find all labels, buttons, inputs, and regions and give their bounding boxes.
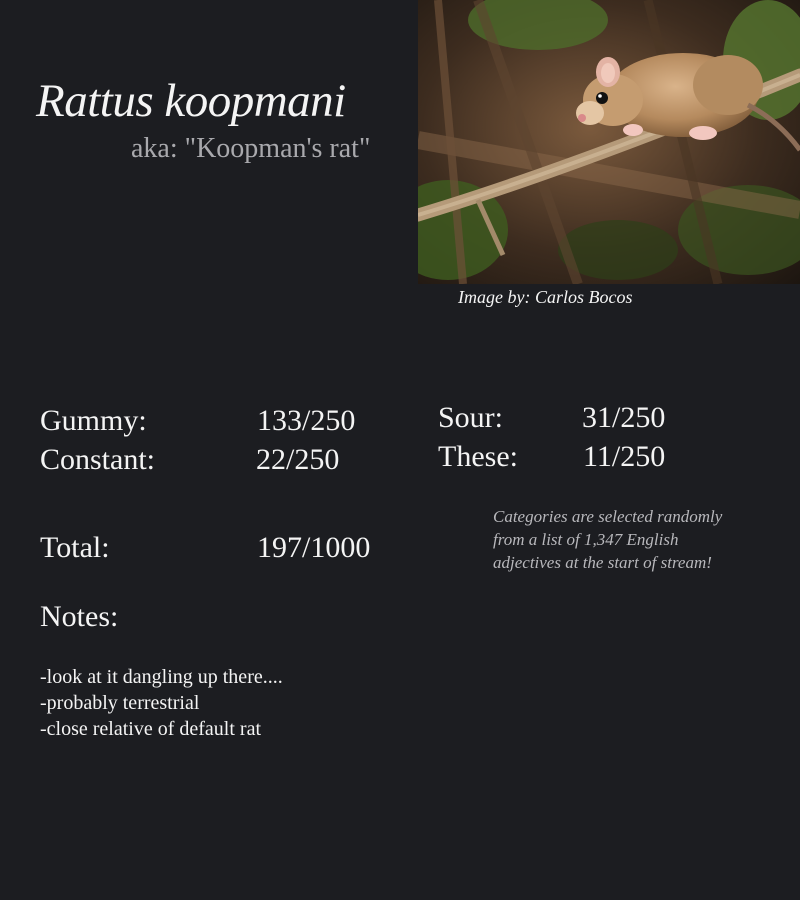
score-label-gummy: Gummy: <box>40 404 147 437</box>
total-label: Total: <box>40 531 110 564</box>
photo-credit: Image by: Carlos Bocos <box>458 287 633 307</box>
total-value: 197/1000 <box>257 531 371 564</box>
score-value-gummy: 133/250 <box>257 404 356 437</box>
rat-photo <box>418 0 800 284</box>
species-title: Rattus koopmani <box>36 75 346 127</box>
categories-note: Categories are selected randomly from a list of 1,347 English adjectives at the start of stream! <box>493 507 723 572</box>
score-label-constant: Constant: <box>40 443 156 476</box>
score-value-these: 11/250 <box>583 440 666 473</box>
note-item: -look at it dangling up there.... <box>40 666 283 688</box>
notes-list <box>40 664 283 742</box>
note-item: -close relative of default rat <box>40 718 261 740</box>
notes-heading: Notes: <box>40 600 119 633</box>
score-label-sour: Sour: <box>438 401 504 434</box>
score-value-sour: 31/250 <box>582 401 666 434</box>
score-label-these: These: <box>438 440 518 473</box>
common-name: aka: "Koopman's rat" <box>131 133 371 164</box>
note-item: -probably terrestrial <box>40 692 200 714</box>
score-value-constant: 22/250 <box>256 443 340 476</box>
